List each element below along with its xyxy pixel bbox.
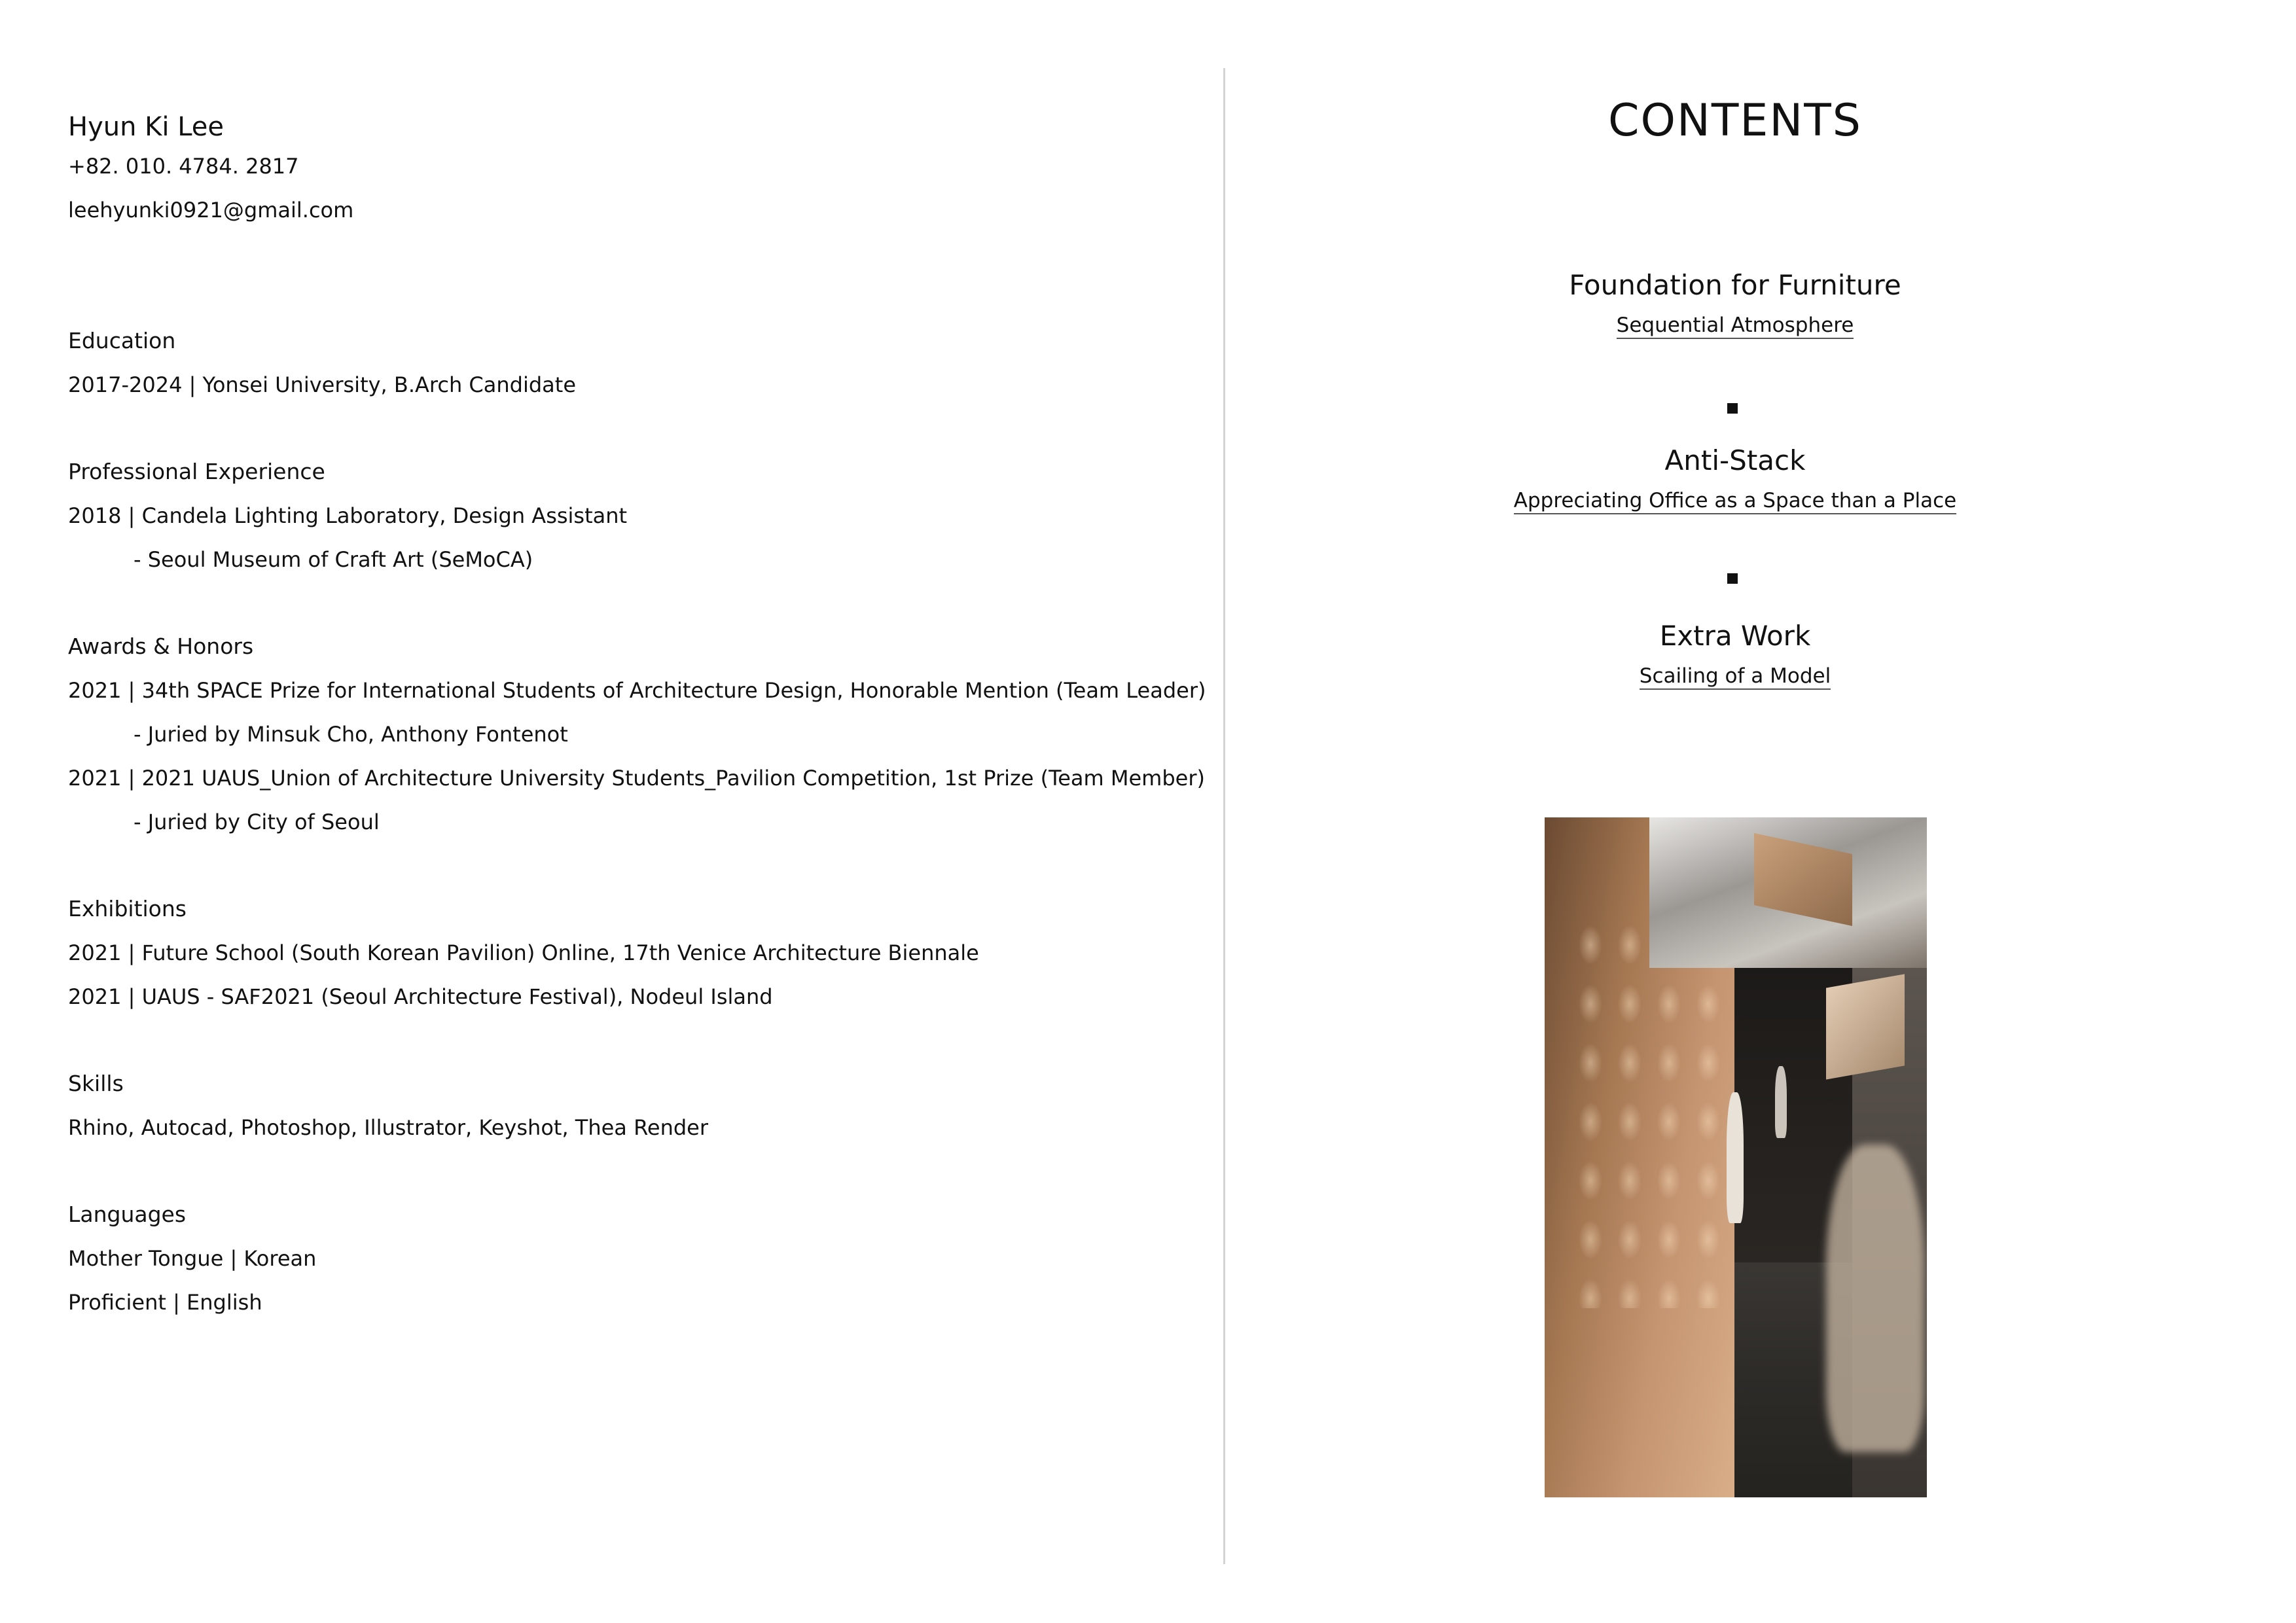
black-square-bullet-icon: [1727, 403, 1738, 414]
skills-heading: Skills: [68, 1071, 124, 1096]
exhibition-entry: 2021 | Future School (South Korean Pavilion) Online, 17th Venice Architecture Biennale: [68, 940, 979, 965]
project-subtitle-text[interactable]: Appreciating Office as a Space than a Place: [1514, 489, 1956, 514]
project-subtitle-foundation[interactable]: [1346, 312, 2125, 339]
project-title-foundation[interactable]: Foundation for Furniture: [1569, 269, 1901, 301]
project-title-extra-work[interactable]: Extra Work: [1659, 620, 1811, 652]
education-heading: Education: [68, 328, 176, 353]
photo-scale-figure: [1727, 1092, 1744, 1223]
exhibition-entry: 2021 | UAUS - SAF2021 (Seoul Architecture Festival), Nodeul Island: [68, 984, 773, 1009]
experience-entry: 2018 | Candela Lighting Laboratory, Design Assistant: [68, 503, 628, 528]
photo-scale-figure-foreground: [1826, 1145, 1924, 1452]
skills-entry: Rhino, Autocad, Photoshop, Illustrator, Keyshot, Thea Render: [68, 1115, 708, 1140]
project-subtitle-text[interactable]: Sequential Atmosphere: [1617, 313, 1854, 339]
education-entry: 2017-2024 | Yonsei University, B.Arch Candidate: [68, 372, 576, 397]
black-square-bullet-icon: [1727, 573, 1738, 584]
cv-email[interactable]: leehyunki0921@gmail.com: [68, 198, 354, 223]
page-divider: [1223, 68, 1225, 1564]
project-subtitle-text[interactable]: Scailing of a Model: [1640, 664, 1831, 690]
photo-ceiling-block: [1826, 974, 1905, 1079]
award-entry-detail: - Juried by City of Seoul: [134, 810, 380, 834]
model-photo: [1545, 817, 1927, 1497]
languages-heading: Languages: [68, 1202, 187, 1227]
experience-entry-detail: - Seoul Museum of Craft Art (SeMoCA): [134, 547, 533, 572]
award-entry: 2021 | 34th SPACE Prize for International Students of Architecture Design, Honorable Mention (Team Leader): [68, 678, 1206, 703]
cv-phone: +82. 010. 4784. 2817: [68, 154, 299, 179]
photo-scale-figure: [1775, 1066, 1787, 1138]
award-entry-detail: - Juried by Minsuk Cho, Anthony Fontenot: [134, 722, 568, 747]
language-entry: Mother Tongue | Korean: [68, 1246, 317, 1271]
awards-heading: Awards & Honors: [68, 633, 254, 659]
experience-heading: Professional Experience: [68, 459, 325, 484]
project-subtitle-anti-stack[interactable]: [1346, 487, 2125, 514]
project-title-anti-stack[interactable]: Anti-Stack: [1664, 444, 1806, 476]
award-entry: 2021 | 2021 UAUS_Union of Architecture University Students_Pavilion Competition, 1st Prize (Team Member): [68, 766, 1205, 791]
cv-name: Hyun Ki Lee: [68, 112, 224, 142]
project-subtitle-extra-work[interactable]: [1346, 662, 2125, 690]
contents-title: CONTENTS: [1608, 95, 1862, 147]
language-entry: Proficient | English: [68, 1290, 262, 1315]
photo-light-spots: [1571, 916, 1728, 1308]
exhibitions-heading: Exhibitions: [68, 896, 187, 921]
